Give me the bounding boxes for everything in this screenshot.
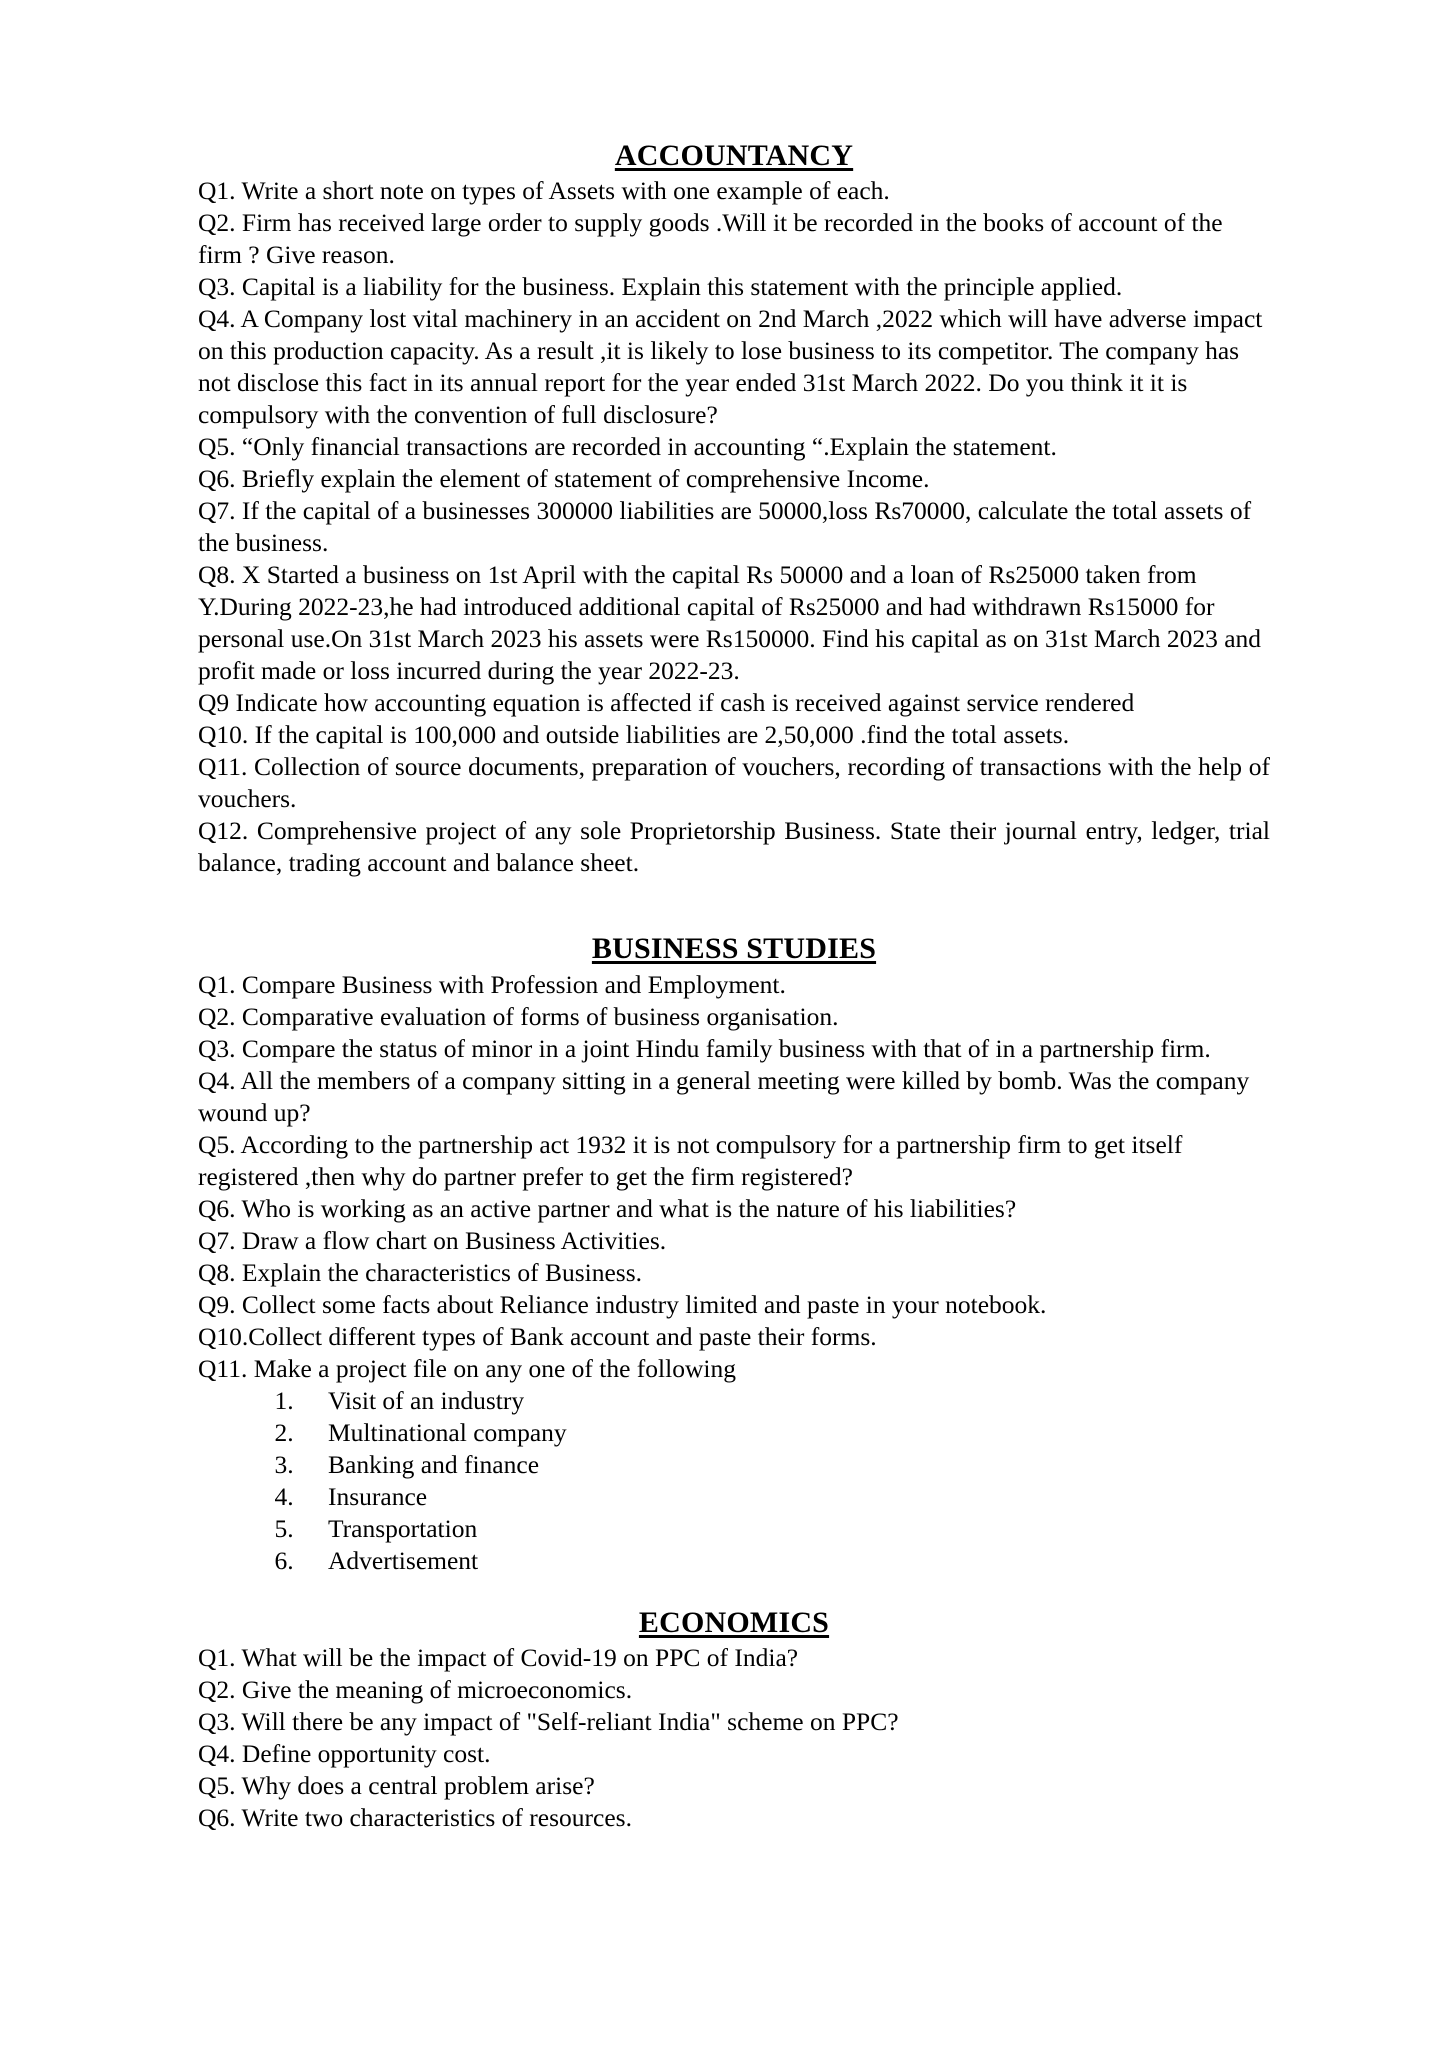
section-spacer: [198, 1577, 1270, 1605]
question-item: Q1. What will be the impact of Covid-19 on PPC of India?: [198, 1643, 799, 1673]
question-item: Q4. A Company lost vital machinery in an accident on 2nd March ,2022 which will have adverse impact on this production capacity. As a result ,it is likely to lose business to its competitor. The company has not disclose this fact in its annual report for the year ended 31st March 2022. Do you think it it is compulsory with the convention of full disclosure?: [198, 304, 1263, 430]
section-heading-business-studies-text: BUSINESS STUDIES: [591, 932, 877, 966]
question-item: Q6. Briefly explain the element of statement of comprehensive Income.: [198, 464, 930, 494]
section-heading-economics: [198, 1605, 1270, 1640]
question-item: Q5. Why does a central problem arise?: [198, 1771, 595, 1801]
question-item: Q3. Capital is a liability for the business. Explain this statement with the principle applied.: [198, 272, 1123, 302]
project-options-list: [198, 1385, 1270, 1577]
list-item: 5. Transportation: [300, 1513, 1270, 1545]
section-heading-accountancy-text: ACCOUNTANCY: [614, 139, 854, 172]
section-heading-economics-text: ECONOMICS: [638, 1605, 830, 1639]
question-item: Q6. Write two characteristics of resources.: [198, 1803, 632, 1833]
question-item: Q7. If the capital of a businesses 300000 liabilities are 50000,loss Rs70000, calculate the total assets of the business.: [198, 496, 1252, 558]
question-item: Q3. Compare the status of minor in a joint Hindu family business with that of in a partnership firm.: [198, 1033, 1211, 1063]
question-item: Q9. Collect some facts about Reliance industry limited and paste in your notebook.: [198, 1289, 1047, 1319]
section-heading-accountancy: [198, 138, 1270, 173]
question-item: Q12. Comprehensive project of any sole Proprietorship Business. State their journal entry, ledger, trial balance, trading account and balance sheet.: [198, 816, 1270, 878]
question-item: Q11. Collection of source documents, preparation of vouchers, recording of transactions with the help of vouchers.: [198, 752, 1270, 814]
question-item: Q4. All the members of a company sitting in a general meeting were killed by bomb. Was the company wound up?: [198, 1065, 1250, 1127]
question-item: Q11. Make a project file on any one of the following: [198, 1353, 736, 1383]
question-item: Q7. Draw a flow chart on Business Activities.: [198, 1225, 667, 1255]
question-item: Q10.Collect different types of Bank account and paste their forms.: [198, 1321, 877, 1351]
question-item: Q5. According to the partnership act 1932 it is not compulsory for a partnership firm to get itself registered ,then why do partner prefer to get the firm registered?: [198, 1129, 1183, 1191]
list-item: 3. Banking and finance: [300, 1449, 1270, 1481]
question-item: Q2. Give the meaning of microeconomics.: [198, 1675, 633, 1705]
list-item: 4. Insurance: [300, 1481, 1270, 1513]
document-body: [198, 138, 1270, 1834]
section-heading-business-studies: [198, 931, 1270, 966]
question-item: Q2. Firm has received large order to supply goods .Will it be recorded in the books of account of the firm ? Give reason.: [198, 208, 1223, 270]
question-item: Q6. Who is working as an active partner and what is the nature of his liabilities?: [198, 1193, 1017, 1223]
question-item: Q5. “Only financial transactions are recorded in accounting “.Explain the statement.: [198, 432, 1057, 462]
question-item: Q2. Comparative evaluation of forms of business organisation.: [198, 1001, 839, 1031]
list-item: 1. Visit of an industry: [300, 1385, 1270, 1417]
question-item: Q8. X Started a business on 1st April with the capital Rs 50000 and a loan of Rs25000 taken from Y.During 2022-23,he had introduced additional capital of Rs25000 and had withdrawn Rs15000 for personal use.On 31st March 2023 his assets were Rs150000. Find his capital as on 31st March 2023 and profit made or loss incurred during the year 2022-23.: [198, 560, 1262, 686]
question-item: Q3. Will there be any impact of "Self-reliant India" scheme on PPC?: [198, 1707, 899, 1737]
section-spacer: [198, 879, 1270, 931]
question-item: Q1. Compare Business with Profession and Employment.: [198, 969, 786, 999]
question-item: Q4. Define opportunity cost.: [198, 1739, 491, 1769]
question-item: Q9 Indicate how accounting equation is affected if cash is received against service rendered: [198, 688, 1135, 718]
list-item: 6. Advertisement: [300, 1545, 1270, 1577]
list-item: 2. Multinational company: [300, 1417, 1270, 1449]
question-item: Q10. If the capital is 100,000 and outside liabilities are 2,50,000 .find the total assets.: [198, 720, 1070, 750]
question-item: Q1. Write a short note on types of Assets with one example of each.: [198, 176, 890, 206]
question-item: Q8. Explain the characteristics of Business.: [198, 1257, 643, 1287]
